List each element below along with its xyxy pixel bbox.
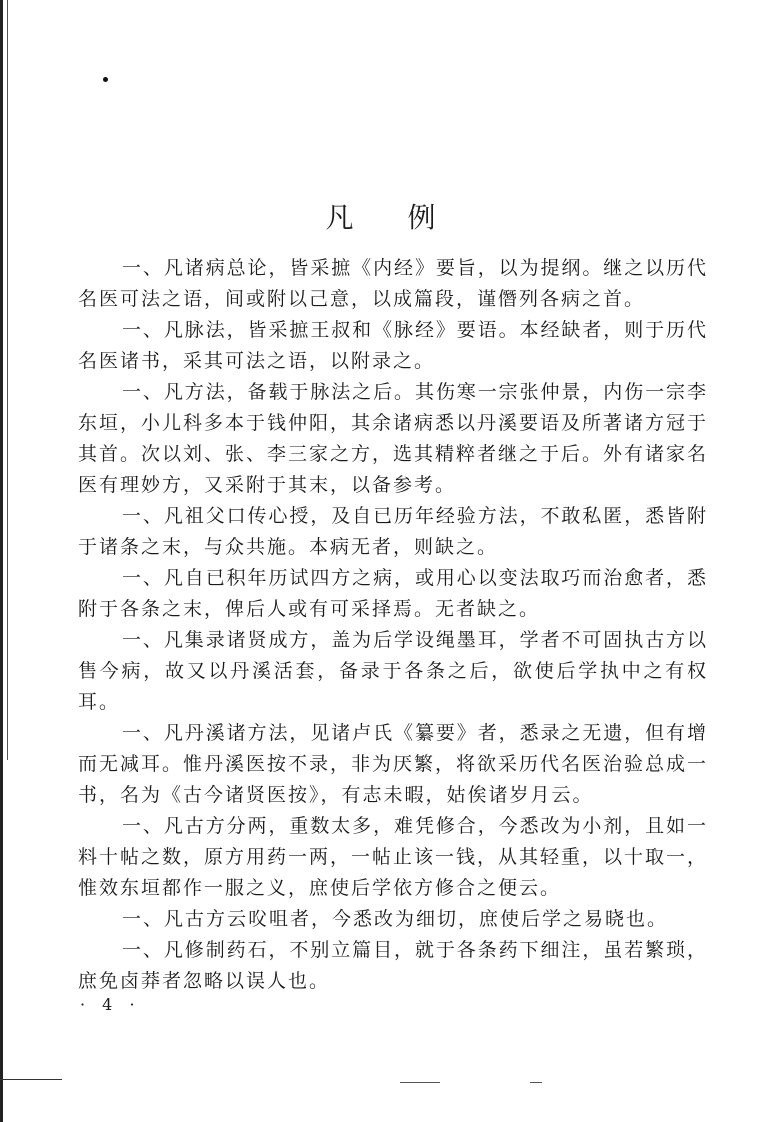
text-line: 售今病，故又以丹溪活套，备录于各条之后，欲使后学执中之有权 <box>78 660 706 682</box>
page-title <box>0 196 761 236</box>
text-line: 料十帖之数，原方用药一两，一帖止该一钱，从其轻重，以十取一， <box>78 846 706 868</box>
text-line: 其首。次以刘、张、李三家之方，选其精粹者继之于后。外有诸家名 <box>78 443 706 465</box>
bottom-rule <box>0 1079 62 1080</box>
text-line: 于诸条之末，与众共施。本病无者，则缺之。 <box>78 536 499 558</box>
text-line: 一、凡方法，备载于脉法之后。其伤寒一宗张仲景，内伤一宗李 <box>122 381 706 403</box>
paragraph <box>78 253 706 315</box>
title-char: 例 <box>407 201 436 234</box>
ink-spot <box>103 77 108 82</box>
text-line: 而无减耳。惟丹溪医按不录，非为厌繁，将欲采历代名医治验总成一 <box>78 753 706 775</box>
paragraph <box>78 935 706 997</box>
scan-mark <box>530 1082 542 1083</box>
text-line: 名医诸书，采其可法之语，以附录之。 <box>78 350 436 372</box>
text-line: 医有理妙方，又采附于其末，以备参考。 <box>78 474 457 496</box>
page-number: · 4 · <box>80 995 141 1014</box>
paragraph <box>78 625 706 718</box>
text-line: 庶免卤莽者忽略以误人也。 <box>78 970 331 992</box>
paragraph <box>78 904 706 935</box>
text-line: 一、凡集录诸贤成方，盖为后学设绳墨耳，学者不可固执古方以 <box>122 629 706 651</box>
paragraph <box>78 501 706 563</box>
paragraph <box>78 563 706 625</box>
text-line: 一、凡修制药石，不别立篇目，就于各条药下细注，虽若繁琐， <box>122 939 706 961</box>
scan-edge-inner <box>7 0 8 760</box>
text-line: 一、凡古方云㕮咀者，今悉改为细切，庶使后学之易晓也。 <box>122 908 669 930</box>
text-line: 一、凡丹溪诸方法，见诸卢氏《纂要》者，悉录之无遗，但有增 <box>122 722 706 744</box>
text-line: 一、凡古方分两，重数太多，难凭修合，今悉改为小剂，且如一 <box>122 815 706 837</box>
document-body <box>78 253 706 997</box>
text-line: 书，名为《古今诸贤医按》，有志未暇，姑俟诸岁月云。 <box>78 784 594 806</box>
text-line: 名医可法之语，间或附以己意，以成篇段，谨僭列各病之首。 <box>78 288 646 310</box>
text-line: 附于各条之末，俾后人或有可采择焉。无者缺之。 <box>78 598 541 620</box>
text-line: 一、凡祖父口传心授，及自已历年经验方法，不敢私匿，悉皆附 <box>122 505 706 527</box>
text-line: 东垣，小儿科多本于钱仲阳，其余诸病悉以丹溪要语及所著诸方冠于 <box>78 412 706 434</box>
scan-edge <box>0 0 3 1122</box>
scan-mark <box>400 1082 440 1083</box>
text-line: 惟效东垣都作一服之义，庶使后学依方修合之便云。 <box>78 877 562 899</box>
paragraph <box>78 718 706 811</box>
text-line: 一、凡自已积年历试四方之病，或用心以变法取巧而治愈者，悉 <box>122 567 706 589</box>
text-line: 耳。 <box>78 691 121 713</box>
paragraph <box>78 315 706 377</box>
text-line: 一、凡诸病总论，皆采摭《内经》要旨，以为提纲。继之以历代 <box>122 257 706 279</box>
paragraph <box>78 811 706 904</box>
title-char: 凡 <box>325 201 354 234</box>
paragraph <box>78 377 706 501</box>
text-line: 一、凡脉法，皆采摭王叔和《脉经》要语。本经缺者，则于历代 <box>122 319 706 341</box>
